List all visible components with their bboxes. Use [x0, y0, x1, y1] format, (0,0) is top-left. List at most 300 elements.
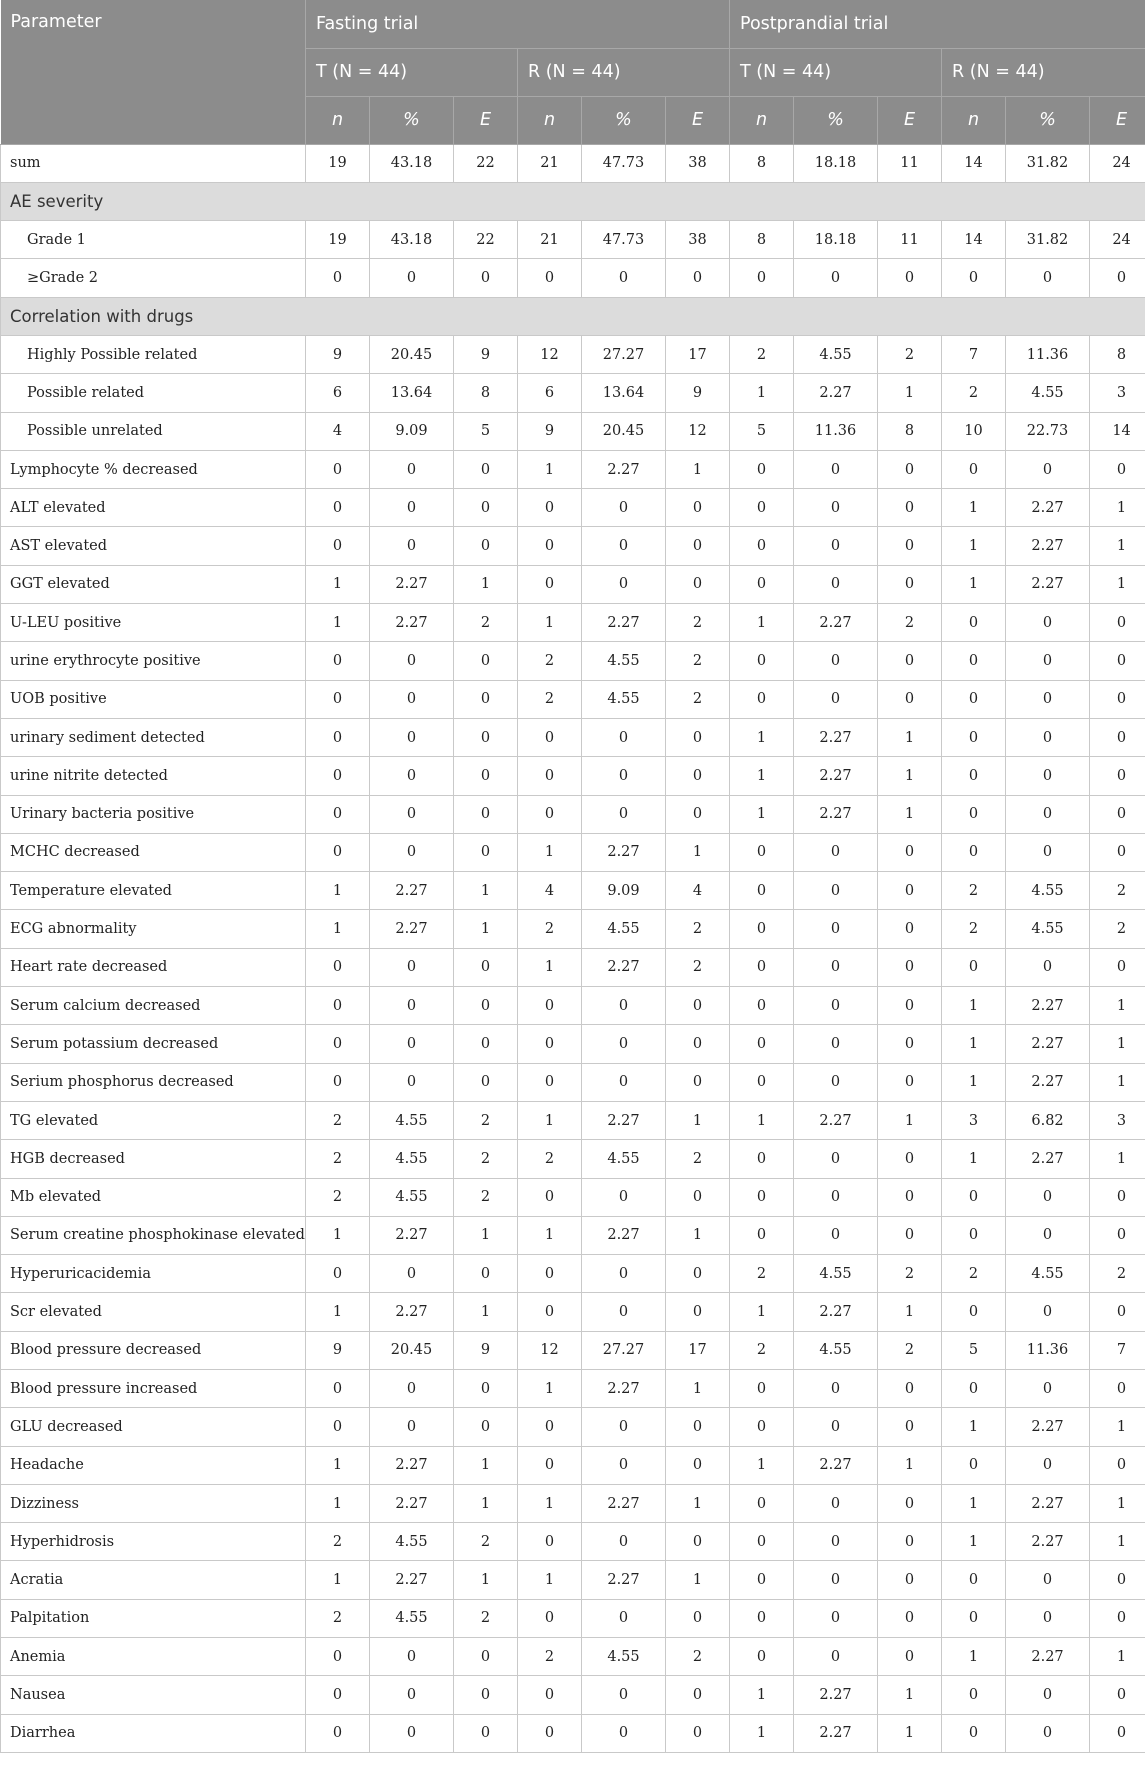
table-row	[1, 910, 1145, 948]
table-cell: 2	[942, 910, 1006, 948]
table-row	[1, 527, 1145, 565]
table-cell: 0	[666, 718, 730, 756]
table-cell: 14	[942, 144, 1006, 182]
table-row	[1, 757, 1145, 795]
row-label: urine nitrite detected	[1, 757, 306, 795]
table-cell: 47.73	[582, 221, 666, 259]
table-cell: 2	[454, 1599, 518, 1637]
table-cell: 1	[306, 872, 370, 910]
table-cell: 0	[582, 1446, 666, 1484]
table-cell: 9	[666, 374, 730, 412]
table-cell: 0	[666, 565, 730, 603]
table-row	[1, 1293, 1145, 1331]
table-cell: 0	[730, 1370, 794, 1408]
table-cell: 2	[306, 1523, 370, 1561]
postprandial-trial-header: Postprandial trial	[730, 0, 1145, 48]
table-cell: 0	[454, 833, 518, 871]
table-cell: 2.27	[1006, 1025, 1090, 1063]
table-cell: 0	[306, 527, 370, 565]
table-row	[1, 565, 1145, 603]
table-cell: 0	[794, 1216, 878, 1254]
table-cell: 4.55	[794, 335, 878, 373]
table-cell: 1	[730, 1101, 794, 1139]
table-cell: 0	[794, 450, 878, 488]
table-cell: 2.27	[582, 450, 666, 488]
table-row	[1, 1676, 1145, 1714]
table-row	[1, 642, 1145, 680]
table-cell: 0	[306, 1063, 370, 1101]
table-cell: 2	[306, 1178, 370, 1216]
table-cell: 0	[582, 565, 666, 603]
table-cell: 0	[1090, 1370, 1145, 1408]
table-cell: 7	[1090, 1331, 1145, 1369]
table-cell: 38	[666, 144, 730, 182]
table-cell: 4.55	[1006, 910, 1090, 948]
table-cell: 19	[306, 144, 370, 182]
table-cell: 9	[454, 1331, 518, 1369]
table-cell: 9	[306, 335, 370, 373]
table-cell: 0	[1090, 757, 1145, 795]
table-row	[1, 1599, 1145, 1637]
table-cell: 0	[794, 872, 878, 910]
table-cell: 4.55	[1006, 1255, 1090, 1293]
table-cell: 0	[878, 948, 942, 986]
table-cell: 2	[666, 910, 730, 948]
table-cell: 0	[370, 948, 454, 986]
table-cell: 3	[942, 1101, 1006, 1139]
row-label: Mb elevated	[1, 1178, 306, 1216]
table-cell: 4.55	[582, 1638, 666, 1676]
table-cell: 1	[730, 718, 794, 756]
table-cell: 27.27	[582, 1331, 666, 1369]
row-label: Palpitation	[1, 1599, 306, 1637]
row-label: AST elevated	[1, 527, 306, 565]
table-cell: 0	[794, 910, 878, 948]
table-cell: 8	[730, 144, 794, 182]
subcol-n-header: n	[730, 96, 794, 144]
table-cell: 0	[794, 1484, 878, 1522]
table-cell: 4.55	[582, 680, 666, 718]
table-cell: 0	[730, 1140, 794, 1178]
table-cell: 0	[730, 259, 794, 297]
table-cell: 0	[794, 1638, 878, 1676]
table-cell: 0	[518, 565, 582, 603]
table-cell: 2	[730, 335, 794, 373]
table-cell: 0	[1090, 718, 1145, 756]
table-cell: 11	[878, 144, 942, 182]
table-cell: 0	[730, 948, 794, 986]
table-cell: 0	[730, 1599, 794, 1637]
table-cell: 0	[370, 987, 454, 1025]
table-cell: 2.27	[1006, 1484, 1090, 1522]
table-cell: 2.27	[794, 1293, 878, 1331]
table-cell: 0	[878, 1561, 942, 1599]
table-cell: 0	[942, 1446, 1006, 1484]
table-cell: 2.27	[370, 1484, 454, 1522]
table-cell: 0	[1006, 1178, 1090, 1216]
table-cell: 0	[666, 1446, 730, 1484]
table-cell: 0	[518, 1714, 582, 1752]
table-cell: 0	[582, 1025, 666, 1063]
table-cell: 0	[1006, 833, 1090, 871]
row-label: Lymphocyte % decreased	[1, 450, 306, 488]
table-cell: 1	[518, 1484, 582, 1522]
table-cell: 20.45	[370, 1331, 454, 1369]
table-cell: 0	[666, 1255, 730, 1293]
table-cell: 9	[306, 1331, 370, 1369]
table-cell: 1	[518, 1216, 582, 1254]
table-cell: 0	[878, 872, 942, 910]
table-cell: 0	[878, 527, 942, 565]
table-cell: 31.82	[1006, 144, 1090, 182]
table-cell: 0	[1006, 718, 1090, 756]
table-cell: 0	[1006, 259, 1090, 297]
table-cell: 1	[730, 604, 794, 642]
table-cell: 0	[306, 1408, 370, 1446]
table-cell: 0	[666, 757, 730, 795]
table-cell: 21	[518, 221, 582, 259]
table-cell: 0	[306, 718, 370, 756]
table-cell: 13.64	[370, 374, 454, 412]
table-cell: 0	[454, 1025, 518, 1063]
table-row	[1, 1484, 1145, 1522]
table-cell: 0	[942, 259, 1006, 297]
subcol-percent-header: %	[794, 96, 878, 144]
table-cell: 0	[666, 1025, 730, 1063]
row-label: ECG abnormality	[1, 910, 306, 948]
table-cell: 0	[666, 1599, 730, 1637]
table-cell: 4.55	[370, 1140, 454, 1178]
table-cell: 1	[942, 527, 1006, 565]
table-cell: 0	[454, 1370, 518, 1408]
table-cell: 0	[306, 1714, 370, 1752]
table-cell: 0	[942, 680, 1006, 718]
table-cell: 0	[942, 1370, 1006, 1408]
table-cell: 1	[666, 1484, 730, 1522]
table-cell: 2.27	[582, 1370, 666, 1408]
table-row	[1, 1638, 1145, 1676]
table-cell: 1	[518, 833, 582, 871]
table-cell: 1	[666, 833, 730, 871]
table-cell: 2.27	[370, 1293, 454, 1331]
table-cell: 1	[666, 450, 730, 488]
table-cell: 2.27	[370, 565, 454, 603]
table-cell: 0	[1090, 642, 1145, 680]
table-cell: 2.27	[1006, 1638, 1090, 1676]
table-cell: 1	[1090, 1638, 1145, 1676]
table-cell: 0	[582, 1523, 666, 1561]
table-cell: 0	[1090, 1714, 1145, 1752]
table-cell: 0	[370, 680, 454, 718]
table-cell: 17	[666, 1331, 730, 1369]
table-cell: 2	[518, 680, 582, 718]
table-cell: 0	[878, 1178, 942, 1216]
table-cell: 0	[370, 450, 454, 488]
table-cell: 0	[794, 1140, 878, 1178]
subcol-e-header: E	[454, 96, 518, 144]
table-cell: 1	[942, 565, 1006, 603]
row-label: ALT elevated	[1, 489, 306, 527]
table-cell: 9.09	[370, 412, 454, 450]
table-cell: 0	[878, 259, 942, 297]
table-cell: 0	[730, 1484, 794, 1522]
table-cell: 4.55	[370, 1523, 454, 1561]
row-label: Serum creatine phosphokinase elevated	[1, 1216, 306, 1254]
table-cell: 0	[370, 1676, 454, 1714]
row-label: Serum potassium decreased	[1, 1025, 306, 1063]
row-label: Highly Possible related	[1, 335, 306, 373]
table-cell: 0	[518, 527, 582, 565]
table-cell: 18.18	[794, 144, 878, 182]
table-cell: 4.55	[1006, 374, 1090, 412]
table-cell: 0	[582, 1178, 666, 1216]
table-cell: 0	[666, 1063, 730, 1101]
table-cell: 0	[666, 1408, 730, 1446]
table-cell: 12	[518, 1331, 582, 1369]
table-cell: 0	[518, 1063, 582, 1101]
table-cell: 3	[1090, 1101, 1145, 1139]
table-cell: 0	[1090, 1178, 1145, 1216]
table-cell: 0	[582, 987, 666, 1025]
table-cell: 22	[454, 144, 518, 182]
table-cell: 0	[370, 1638, 454, 1676]
header-row-trials	[1, 0, 1145, 48]
row-label: GGT elevated	[1, 565, 306, 603]
table-cell: 0	[1090, 680, 1145, 718]
group-header: T (N = 44)	[730, 48, 942, 96]
table-cell: 1	[1090, 527, 1145, 565]
table-cell: 0	[942, 1599, 1006, 1637]
row-label: Nausea	[1, 1676, 306, 1714]
table-cell: 0	[1006, 450, 1090, 488]
row-label: Blood pressure increased	[1, 1370, 306, 1408]
table-cell: 0	[878, 1638, 942, 1676]
table-cell: 9	[454, 335, 518, 373]
table-cell: 2.27	[1006, 1408, 1090, 1446]
row-label: Hyperhidrosis	[1, 1523, 306, 1561]
table-cell: 1	[518, 1370, 582, 1408]
table-cell: 1	[306, 1484, 370, 1522]
table-cell: 0	[794, 565, 878, 603]
table-cell: 0	[794, 1370, 878, 1408]
table-cell: 0	[730, 642, 794, 680]
table-cell: 0	[454, 757, 518, 795]
table-row	[1, 948, 1145, 986]
table-cell: 19	[306, 221, 370, 259]
row-label: urinary sediment detected	[1, 718, 306, 756]
table-cell: 2.27	[582, 1484, 666, 1522]
table-cell: 1	[942, 1638, 1006, 1676]
table-cell: 2.27	[582, 948, 666, 986]
table-cell: 0	[518, 1446, 582, 1484]
table-cell: 2	[454, 1178, 518, 1216]
table-cell: 2.27	[794, 1101, 878, 1139]
table-cell: 0	[942, 1178, 1006, 1216]
table-row	[1, 833, 1145, 871]
table-cell: 2.27	[370, 872, 454, 910]
table-cell: 0	[306, 1370, 370, 1408]
table-row	[1, 680, 1145, 718]
table-cell: 0	[1006, 1714, 1090, 1752]
table-row	[1, 412, 1145, 450]
table-cell: 0	[454, 795, 518, 833]
table-cell: 1	[1090, 1484, 1145, 1522]
table-cell: 0	[666, 1293, 730, 1331]
table-cell: 1	[454, 1216, 518, 1254]
table-cell: 0	[1006, 604, 1090, 642]
table-cell: 1	[306, 910, 370, 948]
table-cell: 0	[794, 948, 878, 986]
table-cell: 0	[370, 795, 454, 833]
table-cell: 0	[1090, 795, 1145, 833]
table-cell: 1	[942, 1025, 1006, 1063]
table-cell: 1	[730, 795, 794, 833]
table-cell: 2	[666, 1140, 730, 1178]
table-cell: 2.27	[370, 910, 454, 948]
row-label: urine erythrocyte positive	[1, 642, 306, 680]
table-cell: 8	[454, 374, 518, 412]
section-title: Correlation with drugs	[1, 297, 1145, 335]
table-cell: 8	[1090, 335, 1145, 373]
table-cell: 13.64	[582, 374, 666, 412]
table-cell: 4.55	[370, 1101, 454, 1139]
table-cell: 5	[942, 1331, 1006, 1369]
table-cell: 1	[518, 1561, 582, 1599]
table-row	[1, 604, 1145, 642]
table-cell: 1	[730, 1714, 794, 1752]
table-cell: 0	[794, 1178, 878, 1216]
row-label: Grade 1	[1, 221, 306, 259]
table-row	[1, 795, 1145, 833]
table-cell: 1	[454, 1561, 518, 1599]
table-cell: 11.36	[794, 412, 878, 450]
table-cell: 1	[306, 565, 370, 603]
row-label: GLU decreased	[1, 1408, 306, 1446]
table-cell: 2	[518, 910, 582, 948]
table-header	[1, 0, 1145, 144]
table-cell: 1	[454, 565, 518, 603]
table-row	[1, 1063, 1145, 1101]
table-cell: 0	[370, 1714, 454, 1752]
table-cell: 0	[730, 1638, 794, 1676]
table-cell: 0	[666, 987, 730, 1025]
table-cell: 1	[730, 1446, 794, 1484]
table-cell: 1	[942, 1484, 1006, 1522]
table-cell: 6	[306, 374, 370, 412]
table-cell: 0	[582, 1063, 666, 1101]
table-cell: 0	[306, 833, 370, 871]
table-cell: 20.45	[582, 412, 666, 450]
table-cell: 2.27	[370, 1446, 454, 1484]
table-cell: 4	[306, 412, 370, 450]
row-label: TG elevated	[1, 1101, 306, 1139]
table-cell: 1	[730, 1676, 794, 1714]
table-cell: 2.27	[1006, 1523, 1090, 1561]
table-cell: 0	[454, 1255, 518, 1293]
row-label: Dizziness	[1, 1484, 306, 1522]
table-cell: 1	[878, 1676, 942, 1714]
table-cell: 4.55	[1006, 872, 1090, 910]
table-cell: 0	[306, 795, 370, 833]
table-cell: 0	[518, 1523, 582, 1561]
table-cell: 1	[1090, 565, 1145, 603]
table-cell: 0	[1006, 948, 1090, 986]
table-cell: 43.18	[370, 221, 454, 259]
table-cell: 0	[454, 1063, 518, 1101]
table-cell: 43.18	[370, 144, 454, 182]
table-cell: 0	[730, 1063, 794, 1101]
table-cell: 1	[942, 987, 1006, 1025]
table-cell: 0	[1006, 795, 1090, 833]
table-cell: 0	[370, 1025, 454, 1063]
table-cell: 0	[878, 910, 942, 948]
table-cell: 24	[1090, 221, 1145, 259]
table-cell: 0	[1090, 948, 1145, 986]
table-cell: 0	[306, 1676, 370, 1714]
table-cell: 0	[454, 527, 518, 565]
table-cell: 0	[306, 489, 370, 527]
subcol-n-header: n	[942, 96, 1006, 144]
table-cell: 1	[878, 1714, 942, 1752]
table-cell: 0	[518, 259, 582, 297]
table-cell: 0	[666, 527, 730, 565]
table-cell: 1	[878, 374, 942, 412]
row-label: U-LEU positive	[1, 604, 306, 642]
table-cell: 11.36	[1006, 1331, 1090, 1369]
table-cell: 2	[518, 1638, 582, 1676]
table-cell: 0	[1006, 1561, 1090, 1599]
table-cell: 0	[306, 642, 370, 680]
section-row	[1, 297, 1145, 335]
table-cell: 5	[730, 412, 794, 450]
table-cell: 27.27	[582, 335, 666, 373]
table-row	[1, 1408, 1145, 1446]
table-cell: 0	[370, 833, 454, 871]
table-cell: 0	[370, 1255, 454, 1293]
row-label: Headache	[1, 1446, 306, 1484]
table-row	[1, 1446, 1145, 1484]
table-cell: 2.27	[582, 1216, 666, 1254]
table-cell: 0	[878, 987, 942, 1025]
table-cell: 0	[582, 1293, 666, 1331]
table-cell: 0	[878, 642, 942, 680]
table-cell: 0	[518, 1178, 582, 1216]
table-cell: 0	[582, 1255, 666, 1293]
table-cell: 4.55	[370, 1178, 454, 1216]
table-cell: 1	[878, 795, 942, 833]
table-cell: 0	[730, 565, 794, 603]
table-cell: 0	[1006, 757, 1090, 795]
table-cell: 0	[582, 795, 666, 833]
table-cell: 2	[454, 604, 518, 642]
row-label: Serum calcium decreased	[1, 987, 306, 1025]
table-cell: 0	[794, 1523, 878, 1561]
table-cell: 2.27	[794, 795, 878, 833]
table-cell: 0	[454, 1638, 518, 1676]
table-cell: 2	[1090, 910, 1145, 948]
table-cell: 0	[1006, 1599, 1090, 1637]
table-cell: 2	[666, 680, 730, 718]
row-label: ≥Grade 2	[1, 259, 306, 297]
table-cell: 2.27	[794, 757, 878, 795]
table-cell: 0	[454, 987, 518, 1025]
table-cell: 0	[1090, 1561, 1145, 1599]
table-cell: 2	[730, 1331, 794, 1369]
table-cell: 0	[454, 948, 518, 986]
table-cell: 2	[878, 335, 942, 373]
row-label: Scr elevated	[1, 1293, 306, 1331]
table-cell: 0	[794, 489, 878, 527]
